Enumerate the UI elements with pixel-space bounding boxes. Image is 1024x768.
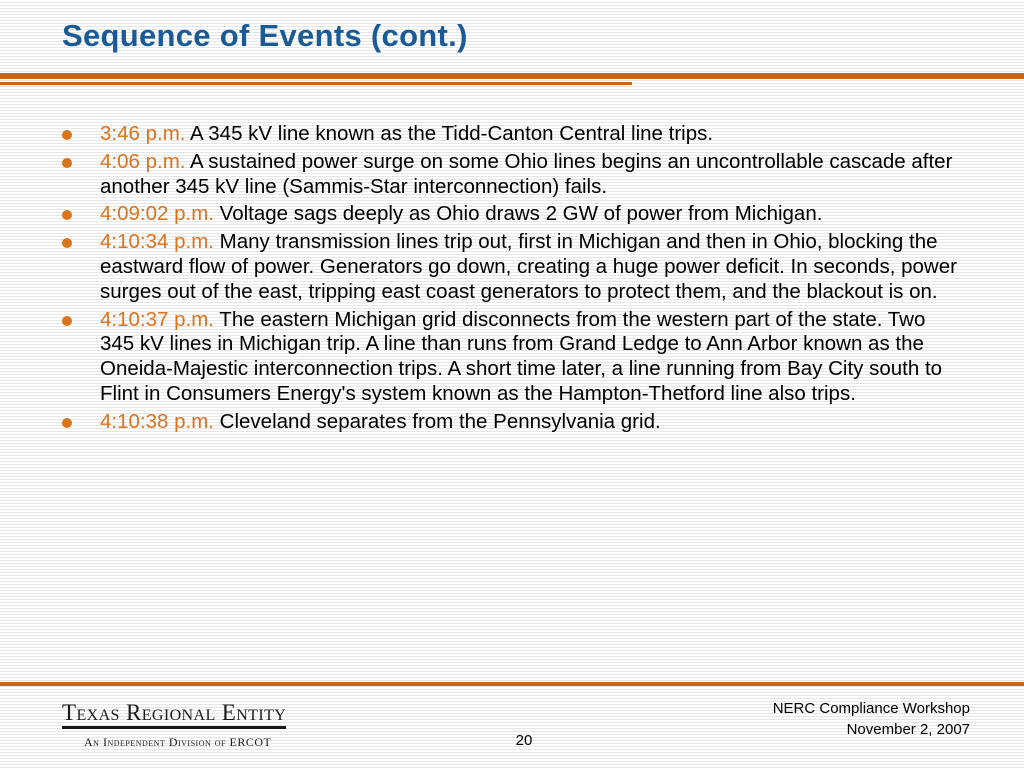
bullet-icon — [62, 158, 72, 168]
event-item — [62, 202, 962, 227]
event-time: 4:10:38 p.m. — [100, 409, 220, 433]
texas-regional-entity-logo — [62, 700, 322, 750]
title-divider — [0, 73, 1024, 89]
bullet-icon — [62, 316, 72, 326]
slide-title: Sequence of Events (cont.) — [62, 18, 468, 53]
footer-divider — [0, 682, 1024, 686]
event-text: A sustained power surge on some Ohio lines begins an uncontrollable cascade after another 345 kV line (Sammis-Star interconnection) fails. — [100, 149, 953, 198]
event-name: NERC Compliance Workshop — [772, 700, 970, 717]
event-time: 4:10:34 p.m. — [100, 230, 220, 254]
event-item — [62, 150, 962, 200]
event-text: The eastern Michigan grid disconnects from the western part of the state. Two 345 kV lines in Michigan trip. A line than runs from Grand Ledge to Ann Arbor known as the Oneida-Majestic interconnection trips. A short time later, a line running from Bay City south to Flint in Consumers Energy's system known as the Hampton-Thetford line also trips. — [100, 307, 943, 405]
event-time: 4:09:02 p.m. — [100, 202, 220, 226]
title-divider-thin — [0, 82, 632, 85]
title-divider-thick — [0, 73, 1024, 79]
event-info — [773, 698, 970, 740]
bullet-icon — [62, 210, 72, 220]
event-text: A 345 kV line known as the Tidd-Canton Central line trips. — [190, 122, 714, 145]
event-time: 4:06 p.m. — [100, 149, 191, 173]
event-text: Voltage sags deeply as Ohio draws 2 GW of power from Michigan. — [219, 202, 823, 226]
page-number: 20 — [515, 732, 533, 749]
bullet-icon — [62, 418, 72, 428]
event-item — [62, 122, 962, 147]
logo-title: Texas Regional Entity — [62, 700, 286, 729]
logo-subtitle: An Independent Division of ERCOT — [84, 735, 272, 749]
event-text: Cleveland separates from the Pennsylvania grid. — [219, 409, 661, 433]
event-item — [62, 308, 962, 407]
bullet-icon — [62, 238, 72, 248]
event-list — [62, 122, 962, 438]
bullet-icon — [62, 130, 72, 140]
event-time: 3:46 p.m. — [100, 122, 191, 145]
event-date: November 2, 2007 — [846, 721, 970, 738]
event-time: 4:10:37 p.m. — [100, 307, 220, 331]
event-item — [62, 410, 962, 435]
event-text: Many transmission lines trip out, first in Michigan and then in Ohio, blocking the eastward flow of power. Generators go down, creating a huge power deficit. In seconds, power surges out of the east, tripping east coast generators to protect them, and the blackout is on. — [100, 230, 957, 303]
event-item — [62, 230, 962, 304]
